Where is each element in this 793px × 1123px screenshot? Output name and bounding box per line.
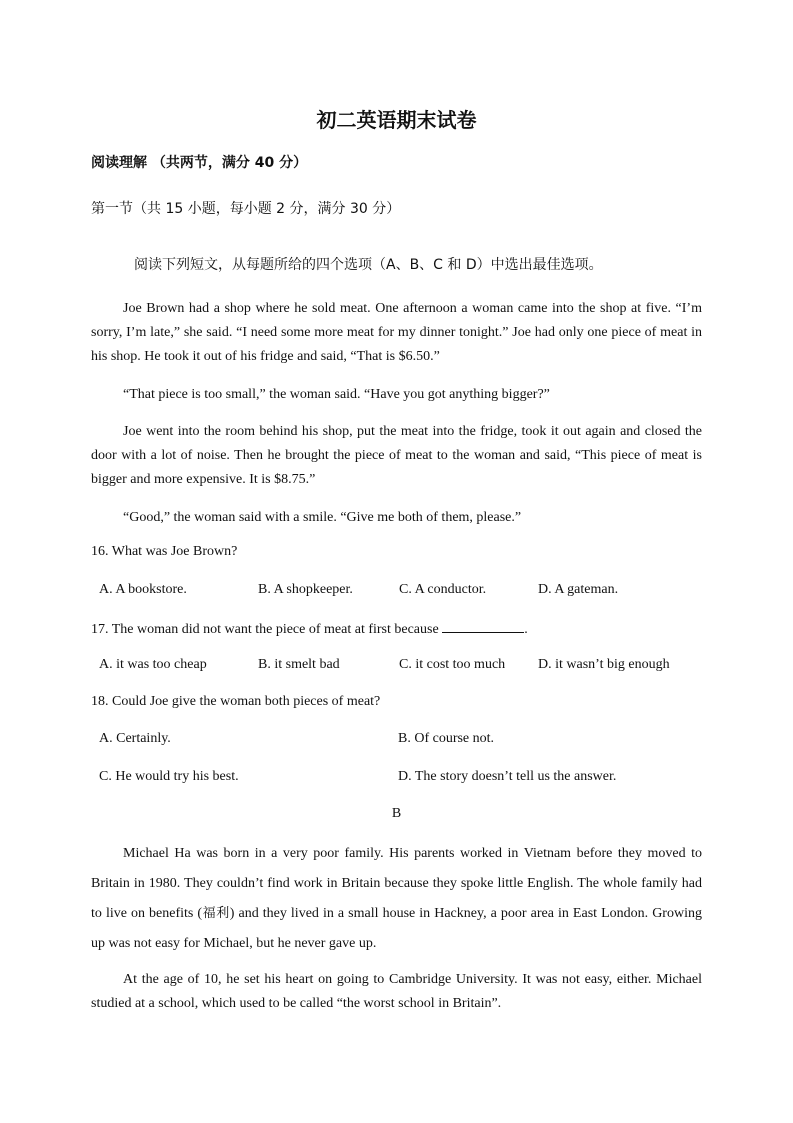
question-16-option-b[interactable]: B. A shopkeeper.: [258, 582, 353, 597]
question-18-option-d[interactable]: D. The story doesn’t tell us the answer.: [398, 769, 617, 784]
passage-b-label: B: [391, 806, 402, 821]
question-18-option-c[interactable]: C. He would try his best.: [99, 769, 239, 784]
question-16-option-a[interactable]: A. A bookstore.: [99, 582, 187, 597]
passage-b-p1-chinese-gloss: 福利: [202, 906, 230, 921]
question-16-stem: 16. What was Joe Brown?: [91, 544, 238, 559]
question-17-option-c[interactable]: C. it cost too much: [399, 657, 506, 672]
question-17-option-b[interactable]: B. it smelt bad: [258, 657, 340, 672]
question-16-option-d[interactable]: D. A gateman.: [538, 582, 619, 597]
passage-a-paragraph-4: “Good,” the woman said with a smile. “Give me both of them, please.”: [123, 510, 522, 525]
passage-b-p1-start: Michael Ha was born in a very poor family. His parents worked in Vietnam before they moved to Britain in 1980. They couldn’t find work in Britain because they spoke little English. The whole family had to live on benefits (: [91, 846, 702, 921]
question-18-option-b[interactable]: B. Of course not.: [398, 731, 495, 746]
passage-a-paragraph-3: Joe went into the room behind his shop, put the meat into the fridge, took it out again and closed the door with a lot of noise. Then he brought the piece of meat to the woman and said, “This piece of meat is bigger and more expensive. It is $8.75.”: [91, 424, 702, 487]
passage-a-paragraph-2: “That piece is too small,” the woman said. “Have you got anything bigger?”: [123, 387, 550, 402]
question-17-option-a[interactable]: A. it was too cheap: [99, 657, 207, 672]
question-17-stem: 17. The woman did not want the piece of meat at first because: [91, 622, 439, 637]
question-16-option-c[interactable]: C. A conductor.: [399, 582, 487, 597]
answer-blank[interactable]: [442, 620, 524, 633]
passage-a-paragraph-1: Joe Brown had a shop where he sold meat. One afternoon a woman came into the shop at five. “I’m sorry, I’m late,” she said. “I need some more meat for my dinner tonight.” Joe had only one piece of meat in his shop. He took it out of his fridge and said, “That is $6.50.”: [91, 301, 702, 364]
passage-b-p1-end: ) and they lived in a small house in Hackney, a poor area in East London. Growing up was not easy for Michael, but he never gave up.: [91, 906, 702, 951]
question-17-option-d[interactable]: D. it wasn’t big enough: [538, 657, 670, 672]
passage-b-paragraph-1: [91, 839, 702, 959]
page-title: 初二英语期末试卷: [316, 108, 477, 132]
question-18-stem: 18. Could Joe give the woman both pieces of meat?: [91, 694, 381, 709]
question-17-stem-line: [91, 620, 528, 638]
question-17-stem-end: .: [524, 622, 528, 637]
section-heading: 阅读理解 （共两节，满分 40 分）: [91, 155, 308, 171]
subsection-heading: 第一节（共 15 小题，每小题 2 分，满分 30 分）: [91, 201, 401, 217]
passage-b-paragraph-2: At the age of 10, he set his heart on going to Cambridge University. It was not easy, either. Michael studied at a school, which used to be called “the worst school in Britain”.: [91, 972, 702, 1011]
instruction-text: 阅读下列短文，从每题所给的四个选项（A、B、C 和 D）中选出最佳选项。: [134, 257, 603, 273]
question-18-option-a[interactable]: A. Certainly.: [99, 731, 171, 746]
